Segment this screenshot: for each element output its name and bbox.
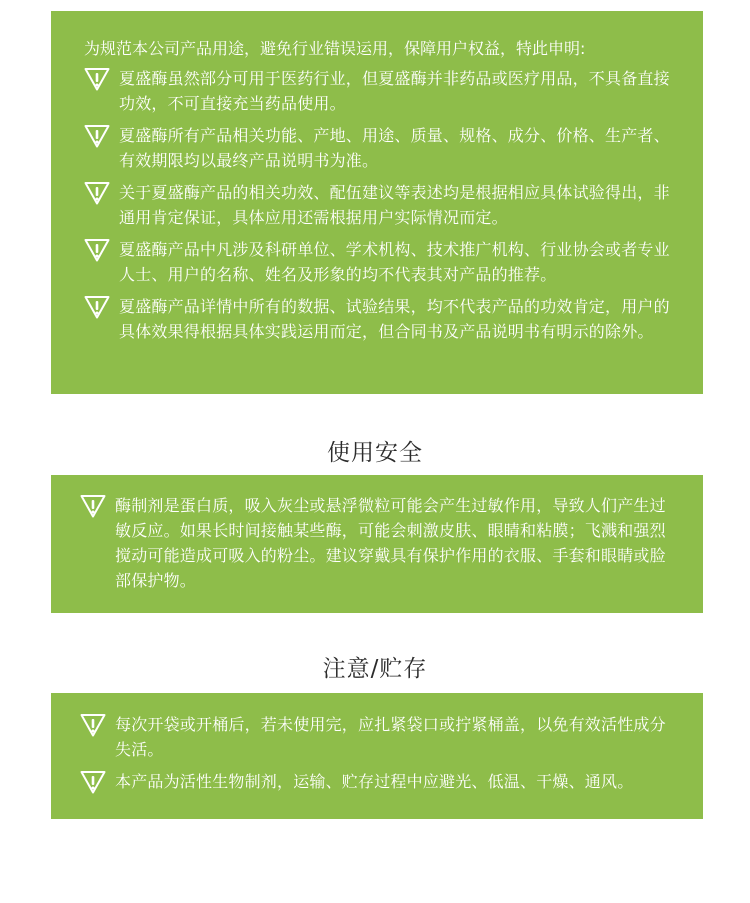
disclaimer-intro: 为规范本公司产品用途，避免行业错误运用，保障用户权益，特此申明: bbox=[84, 39, 586, 58]
storage-item bbox=[80, 769, 679, 794]
warning-triangle-icon bbox=[80, 713, 106, 737]
disclaimer-item-text: 关于夏盛酶产品的相关功效、配伍建议等表述均是根据相应具体试验得出，非通用肯定保证，具体应用还需根据用户实际情况而定。 bbox=[119, 183, 670, 227]
disclaimer-item-text: 夏盛酶虽然部分可用于医药行业，但夏盛酶并非药品或医疗用品，不具备直接功效，不可直接充当药品使用。 bbox=[119, 69, 670, 113]
disclaimer-item bbox=[84, 180, 675, 230]
warning-triangle-icon bbox=[84, 67, 110, 91]
storage-item-text: 本产品为活性生物制剂，运输、贮存过程中应避光、低温、干燥、通风。 bbox=[115, 772, 634, 791]
storage-panel bbox=[51, 693, 703, 819]
storage-item bbox=[80, 712, 679, 762]
disclaimer-item-text: 夏盛酶产品中凡涉及科研单位、学术机构、技术推广机构、行业协会或者专业人士、用户的名称、姓名及形象的均不代表其对产品的推荐。 bbox=[119, 240, 670, 284]
section-title-safety: 使用安全 bbox=[327, 440, 423, 466]
warning-triangle-icon bbox=[80, 770, 106, 794]
warning-triangle-icon bbox=[84, 124, 110, 148]
disclaimer-item bbox=[84, 123, 675, 173]
safety-panel bbox=[51, 475, 703, 613]
warning-triangle-icon bbox=[80, 494, 106, 518]
disclaimer-panel bbox=[51, 11, 703, 394]
warning-triangle-icon bbox=[84, 181, 110, 205]
safety-item-text: 酶制剂是蛋白质，吸入灰尘或悬浮微粒可能会产生过敏作用，导致人们产生过敏反应。如果长时间接触某些酶，可能会刺激皮肤、眼睛和粘膜；飞溅和强烈搅动可能造成可吸入的粉尘。建议穿戴具有保护作用的衣服、手套和眼睛或脸部保护物。 bbox=[115, 496, 666, 590]
disclaimer-item-text: 夏盛酶所有产品相关功能、产地、用途、质量、规格、成分、价格、生产者、有效期限均以最终产品说明书为准。 bbox=[119, 126, 670, 170]
disclaimer-item bbox=[84, 66, 675, 116]
disclaimer-item-text: 夏盛酶产品详情中所有的数据、试验结果，均不代表产品的功效肯定，用户的具体效果得根据具体实践运用而定，但合同书及产品说明书有明示的除外。 bbox=[119, 297, 670, 341]
warning-triangle-icon bbox=[84, 238, 110, 262]
disclaimer-item bbox=[84, 294, 675, 344]
storage-item-text: 每次开袋或开桶后，若未使用完，应扎紧袋口或拧紧桶盖，以免有效活性成分失活。 bbox=[115, 715, 666, 759]
safety-item bbox=[80, 493, 675, 593]
section-title-storage: 注意/贮存 bbox=[322, 656, 428, 682]
warning-triangle-icon bbox=[84, 295, 110, 319]
disclaimer-item bbox=[84, 237, 675, 287]
